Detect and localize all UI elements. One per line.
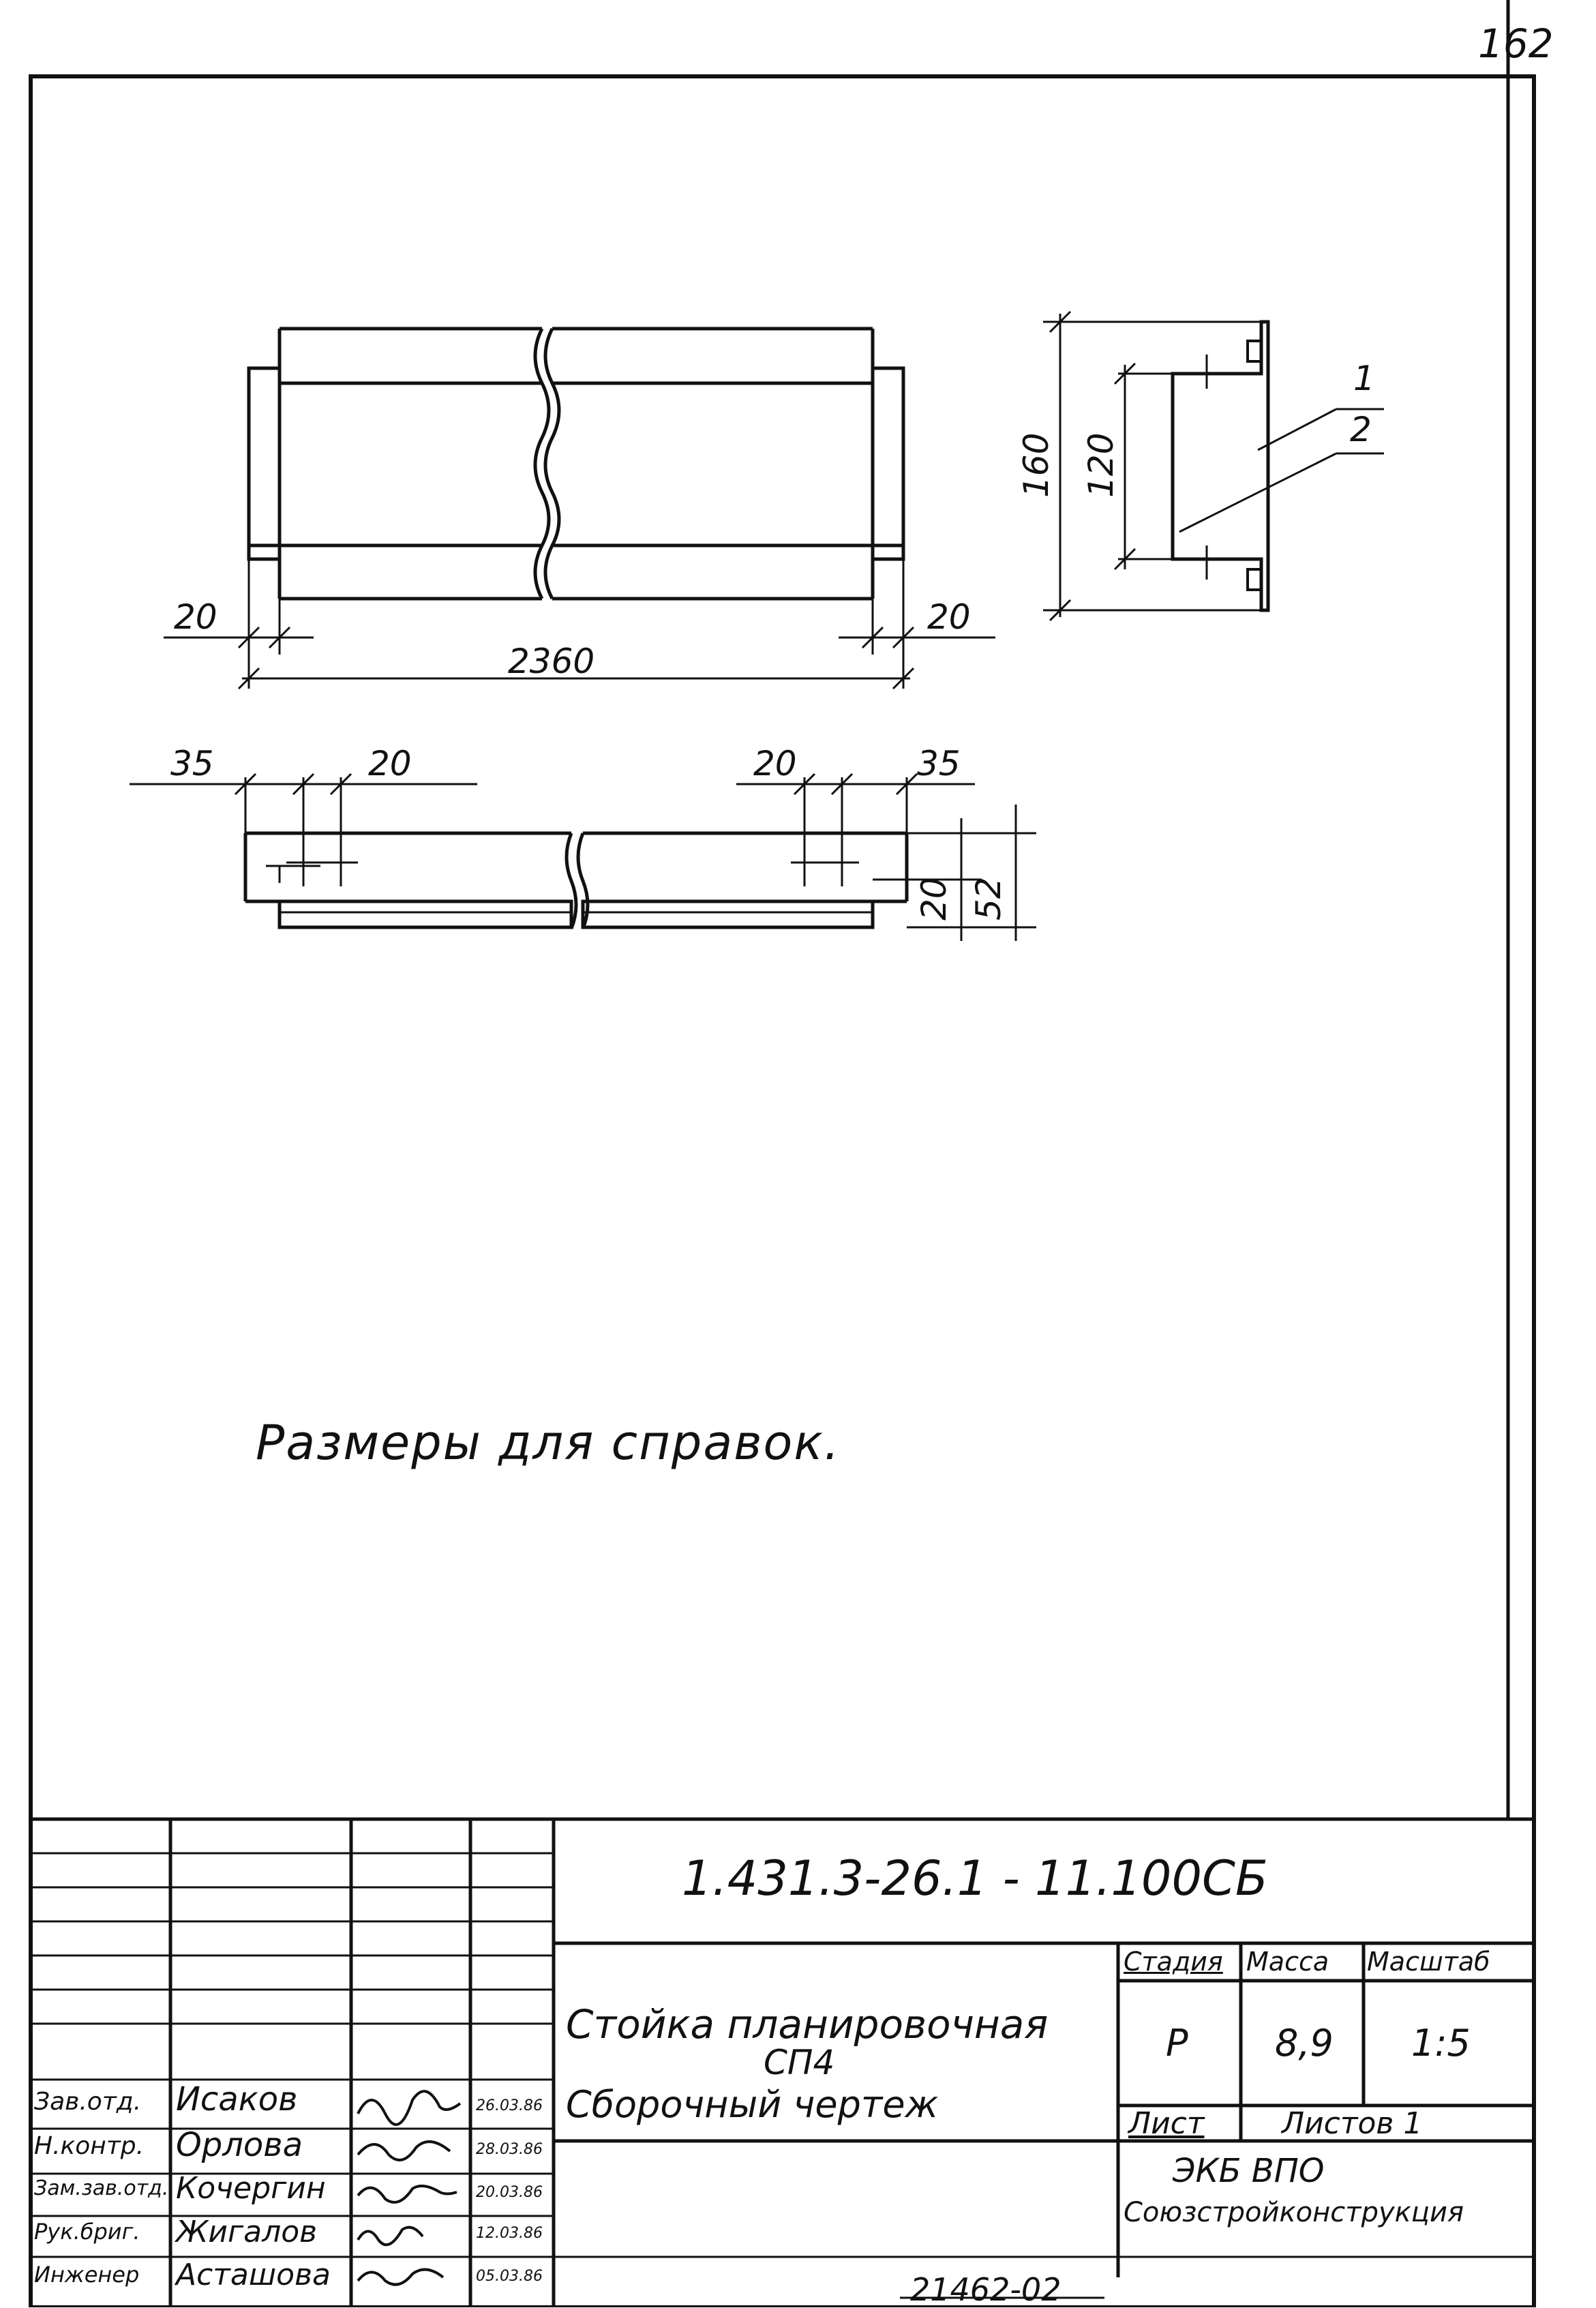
sheet-number: 162 [1478,20,1554,67]
scale-value: 1:5 [1411,2022,1471,2065]
name-2: Кочергин [176,2171,326,2206]
name-4: Асташова [176,2258,331,2292]
dim-section-120: 120 [1081,432,1121,498]
org-line-1: ЭКБ ВПО [1173,2152,1325,2190]
role-0: Зав.отд. [34,2088,142,2116]
name-3: Жигалов [176,2215,318,2249]
bottom-code: 21462-02 [910,2271,1062,2308]
sheets-label: Листов 1 [1282,2106,1423,2141]
dim-section-160: 160 [1017,432,1056,498]
col-scale: Масштаб [1367,1947,1490,1977]
dim-top-right-35: 35 [917,744,961,783]
role-4: Инженер [34,2262,140,2288]
dim-top-left-35: 35 [170,744,214,783]
dim-front-left: 20 [174,597,217,637]
date-2: 20.03.86 [476,2184,543,2201]
role-1: Н.контр. [34,2132,145,2160]
date-1: 28.03.86 [476,2141,543,2158]
dim-top-height-52: 52 [969,877,1008,920]
leader-label-1: 1 [1353,359,1375,398]
role-3: Рук.бриг. [34,2219,140,2245]
title-line-1: Стойка планировочная [566,2001,1049,2048]
sheet-label: Лист [1128,2106,1205,2141]
leader-label-2: 2 [1350,410,1372,449]
col-stage: Стадия [1124,1947,1223,1977]
org-line-2: Союзстройконструкция [1124,2197,1464,2228]
date-4: 05.03.86 [476,2268,543,2285]
date-3: 12.03.86 [476,2225,543,2242]
dim-front-total: 2360 [508,642,595,681]
dim-front-right: 20 [927,597,971,637]
role-2: Зам.зав.отд. [34,2176,169,2200]
title-line-3: Сборочный чертеж [566,2083,939,2126]
doc-code: 1.431.3-26.1 - 11.100СБ [682,1850,1268,1906]
stage-value: Р [1166,2022,1188,2065]
dim-top-right-20: 20 [753,744,797,783]
dim-top-height-20: 20 [914,877,954,920]
date-0: 26.03.86 [476,2097,543,2114]
col-mass: Масса [1246,1947,1329,1977]
mass-value: 8,9 [1275,2022,1334,2065]
title-line-2: СП4 [764,2043,835,2082]
name-1: Орлова [176,2126,303,2164]
dim-top-left-20: 20 [368,744,412,783]
reference-note: Размеры для справок. [256,1415,841,1471]
name-0: Исаков [176,2080,298,2118]
